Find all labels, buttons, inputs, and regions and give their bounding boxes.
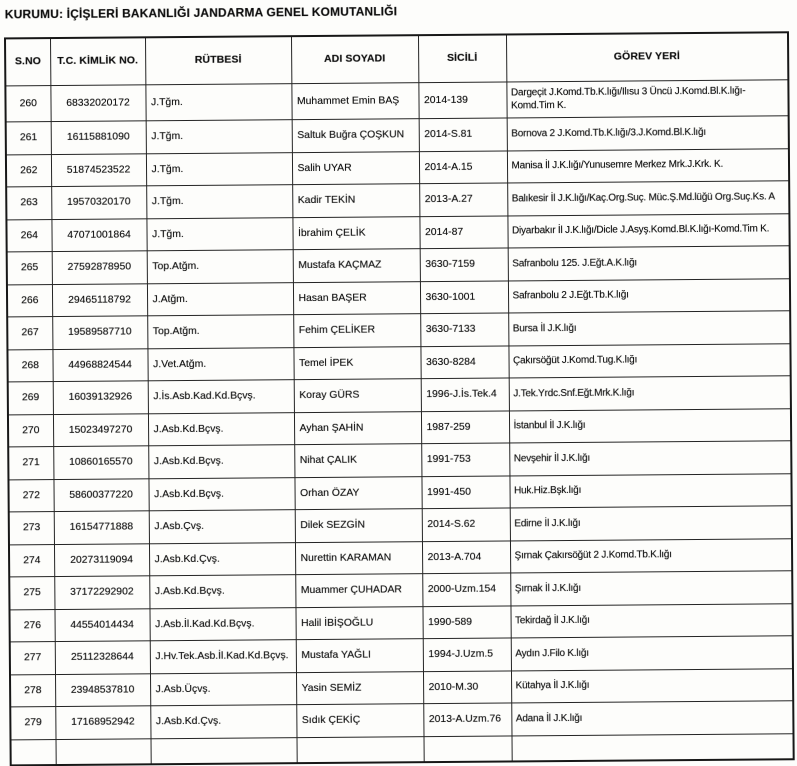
cell-tc-kimlik: 25112328644: [55, 641, 150, 674]
cell-sicil: 1996-J.İs.Tek.4: [421, 378, 509, 411]
cell-sno: 261: [6, 122, 51, 155]
cell-gorev-yeri: Bursa İl J.K.lığı: [508, 311, 790, 346]
cell-sicil: 2014-139: [418, 82, 506, 119]
cell-sicil: 2013-A.27: [419, 183, 507, 216]
cell-gorev-yeri: Nevşehir İl J.K.lığı: [509, 441, 791, 476]
cell-tc-kimlik: 29465118792: [52, 283, 147, 316]
cell-sicil: 1991-450: [421, 475, 509, 508]
cell-sno: 267: [7, 317, 52, 350]
cell-sicil: 2014-S.62: [422, 508, 510, 541]
cell-tc-kimlik: 15023497270: [53, 413, 148, 446]
cell-rutbe: J.Hv.Tek.Asb.İl.Kad.Kd.Bçvş.: [150, 640, 296, 674]
cell-sicil: 2014-87: [419, 215, 507, 248]
column-header-adi-soyadi: ADI SOYADI: [291, 35, 418, 83]
cell-sno: 277: [10, 642, 55, 675]
cell-adi-soyadi: Halil İBİŞOĞLU: [295, 606, 422, 639]
cell-sicil: 3630-7133: [420, 313, 508, 346]
partial-row: [11, 733, 794, 765]
cell-sno: 264: [6, 219, 51, 252]
cell-adi-soyadi: Fehim ÇELİKER: [293, 314, 420, 347]
cell-tc-kimlik: 51874523522: [51, 153, 146, 186]
cell-tc-kimlik: 16154771888: [54, 511, 149, 544]
column-header-rutbe: RÜTBESİ: [145, 36, 291, 85]
cell-sno: 276: [9, 609, 54, 642]
cell-gorev-yeri: Manisa İl J.K.lığı/Yunusemre Merkez Mrk.J.Krk. K.: [507, 148, 789, 183]
cell-sicil: 2000-Uzm.154: [422, 573, 510, 606]
cell-tc-kimlik: 16039132926: [53, 381, 148, 414]
cell-gorev-yeri: Edirne İl J.K.lığı: [510, 506, 792, 541]
cell-gorev-yeri: Tekirdağ İl J.K.lığı: [510, 603, 792, 638]
cell-gorev-yeri: Balıkesir İl J.K.lığı/Kaç.Org.Suç. Müc.Ş.Md.lüğü Org.Suç.Ks. A: [507, 181, 789, 216]
cell-rutbe: J.Asb.Kd.Çvş.: [149, 542, 295, 576]
table-row: [5, 80, 788, 122]
cell-rutbe: J.Asb.Çvş.: [149, 510, 295, 544]
cell-rutbe: J.Asb.Kd.Çvş.: [150, 705, 296, 739]
cell-gorev-yeri: Kütahya İl J.K.lığı: [511, 668, 793, 703]
cell-adi-soyadi: Orhan ÖZAY: [294, 476, 421, 509]
cell-adi-soyadi: Dilek SEZGİN: [295, 509, 422, 542]
cell-adi-soyadi: Muhammet Emin BAŞ: [291, 83, 418, 120]
cell-adi-soyadi: Saltuk Buğra ÇOŞKUN: [292, 119, 419, 152]
cell-gorev-yeri: Aydın J.Filo K.lığı: [511, 636, 793, 671]
column-header-sno: S.NO: [5, 38, 50, 86]
cell-sno: 274: [9, 544, 54, 577]
cell-tc-kimlik: 16115881090: [51, 121, 146, 154]
cell-sicil: 3630-7159: [420, 248, 508, 281]
cell-tc-kimlik: 19589587710: [52, 316, 147, 349]
cell-rutbe: J.Tğm.: [146, 152, 292, 186]
cell-rutbe: J.Asb.Kd.Bçvş.: [148, 477, 294, 511]
column-header-sicil: SİCİLİ: [418, 34, 506, 82]
cell-gorev-yeri: İstanbul İl J.K.lığı: [509, 408, 791, 443]
cell-adi-soyadi: Hasan BAŞER: [293, 281, 420, 314]
cell-rutbe: J.Asb.Kd.Bçvş.: [148, 445, 294, 479]
cell-gorev-yeri: Dargeçit J.Komd.Tb.K.lığı/Ilısu 3 Üncü J.Komd.Bl.K.lığı-Komd.Tim K.: [506, 80, 788, 118]
cell-gorev-yeri: Bornova 2 J.Komd.Tb.K.lığı/3.J.Komd.Bl.K.lığı: [507, 116, 789, 151]
cell-rutbe: J.Atğm.: [147, 282, 293, 316]
cell-sno: 263: [6, 187, 51, 220]
cell-rutbe: J.İs.Asb.Kad.Kd.Bçvş.: [148, 380, 294, 414]
table-body-partial: [11, 733, 794, 765]
cell-rutbe: J.Tğm.: [146, 217, 292, 251]
cell-tc-kimlik: 27592878950: [52, 251, 147, 284]
cell-tc-kimlik: 23948537810: [55, 673, 150, 706]
cell-adi-soyadi: Temel İPEK: [293, 346, 420, 379]
cell-sno: 275: [9, 577, 54, 610]
cell-gorev-yeri: Safranbolu 2 J.Eğt.Tb.K.lığı: [508, 278, 790, 313]
cell-tc-kimlik: 44554014434: [54, 608, 149, 641]
cell-adi-soyadi: Muammer ÇUHADAR: [295, 574, 422, 607]
cell-adi-soyadi: Salih UYAR: [292, 151, 419, 184]
cell-adi-soyadi: Sıdık ÇEKİÇ: [296, 704, 423, 737]
cell-adi-soyadi: Ayhan ŞAHİN: [294, 411, 421, 444]
cell-adi-soyadi: Nurettin KARAMAN: [295, 541, 422, 574]
cell-sicil: 1987-259: [421, 410, 509, 443]
cell-sicil: 1990-589: [422, 605, 510, 638]
cell-sicil: 3630-1001: [420, 280, 508, 313]
cell-tc-kimlik: 58600377220: [53, 478, 148, 511]
cell-tc-kimlik: 20273119094: [54, 543, 149, 576]
cell-sicil: 2013-A.Uzm.76: [423, 703, 511, 736]
cell-gorev-yeri: Safranbolu 125. J.Eğt.A.K.lığı: [508, 246, 790, 281]
cell-sno: 262: [6, 154, 51, 187]
cell-sno: 268: [7, 349, 52, 382]
cell-tc-kimlik: 44968824544: [52, 348, 147, 381]
table-header: [5, 32, 788, 86]
cell-adi-soyadi: Mustafa KAÇMAZ: [293, 249, 420, 282]
cell-sicil: 2013-A.704: [422, 540, 510, 573]
cell-adi-soyadi: İbrahim ÇELİK: [292, 216, 419, 249]
cell-gorev-yeri: Huk.Hiz.Bşk.lığı: [509, 473, 791, 508]
cell-tc-kimlik: 47071001864: [51, 218, 146, 251]
cell-adi-soyadi: Yasin SEMİZ: [296, 671, 423, 704]
cell-sno: 270: [8, 414, 53, 447]
personnel-table: [4, 31, 795, 766]
cell-adi-soyadi: Kadir TEKİN: [292, 184, 419, 217]
cell-sno: 266: [7, 284, 52, 317]
cell-rutbe: J.Asb.Kd.Bçvş.: [149, 575, 295, 609]
cell-sicil: 2014-S.81: [419, 118, 507, 151]
cell-rutbe: J.Tğm.: [146, 120, 292, 154]
cell-tc-kimlik: 10860165570: [53, 446, 148, 479]
cell-adi-soyadi: Mustafa YAĞLI: [296, 639, 423, 672]
cell-gorev-yeri: Adana İl J.K.lığı: [511, 701, 793, 736]
cell-adi-soyadi: Nihat ÇALIK: [294, 444, 421, 477]
cell-sno: 278: [10, 674, 55, 707]
cell-rutbe: J.Asb.Kd.Bçvş.: [148, 412, 294, 446]
cell-gorev-yeri: Çakırsöğüt J.Komd.Tug.K.lığı: [508, 343, 790, 378]
cell-tc-kimlik: 68332020172: [50, 85, 145, 122]
document-title: KURUMU: İÇİŞLERİ BAKANLIĞI JANDARMA GENEL KOMUTANLIĞI: [4, 4, 398, 22]
header-row: [5, 32, 788, 86]
cell-rutbe: Top.Atğm.: [147, 315, 293, 349]
cell-sno: 269: [8, 382, 53, 415]
cell-sno: 260: [5, 86, 50, 122]
table-body: [5, 80, 793, 740]
cell-rutbe: J.Tğm.: [145, 84, 291, 121]
cell-sno: 271: [8, 447, 53, 480]
cell-sicil: 3630-8284: [420, 345, 508, 378]
cell-sno: 272: [8, 479, 53, 512]
cell-sicil: 1994-J.Uzm.5: [423, 638, 511, 671]
cell-gorev-yeri: Şırnak İl J.K.lığı: [510, 571, 792, 606]
cell-rutbe: J.Vet.Atğm.: [147, 347, 293, 381]
column-header-gorev-yeri: GÖREV YERİ: [506, 32, 788, 82]
cell-gorev-yeri: Diyarbakır İl J.K.lığı/Dicle J.Asyş.Komd.Bl.K.lığı-Komd.Tim K.: [507, 213, 789, 248]
cell-sicil: 2010-M.30: [423, 670, 511, 703]
cell-sno: 273: [9, 512, 54, 545]
cell-gorev-yeri: J.Tek.Yrdc.Snf.Eğt.Mrk.K.lığı: [509, 376, 791, 411]
cell-rutbe: J.Asb.Üçvş.: [150, 672, 296, 706]
cell-rutbe: J.Asb.İl.Kad.Kd.Bçvş.: [149, 607, 295, 641]
cell-adi-soyadi: Koray GÜRS: [294, 379, 421, 412]
cell-rutbe: Top.Atğm.: [147, 250, 293, 284]
cell-gorev-yeri: Şırnak Çakırsöğüt 2 J.Komd.Tb.K.lığı: [510, 538, 792, 573]
cell-sno: 279: [10, 707, 55, 740]
cell-tc-kimlik: 37172292902: [54, 576, 149, 609]
cell-tc-kimlik: 17168952942: [55, 706, 150, 739]
cell-sicil: 1991-753: [421, 443, 509, 476]
cell-rutbe: J.Tğm.: [146, 185, 292, 219]
cell-tc-kimlik: 19570320170: [51, 186, 146, 219]
cell-sno: 265: [7, 252, 52, 285]
cell-sicil: 2014-A.15: [419, 150, 507, 183]
column-header-tc-kimlik: T.C. KİMLİK NO.: [50, 37, 145, 85]
